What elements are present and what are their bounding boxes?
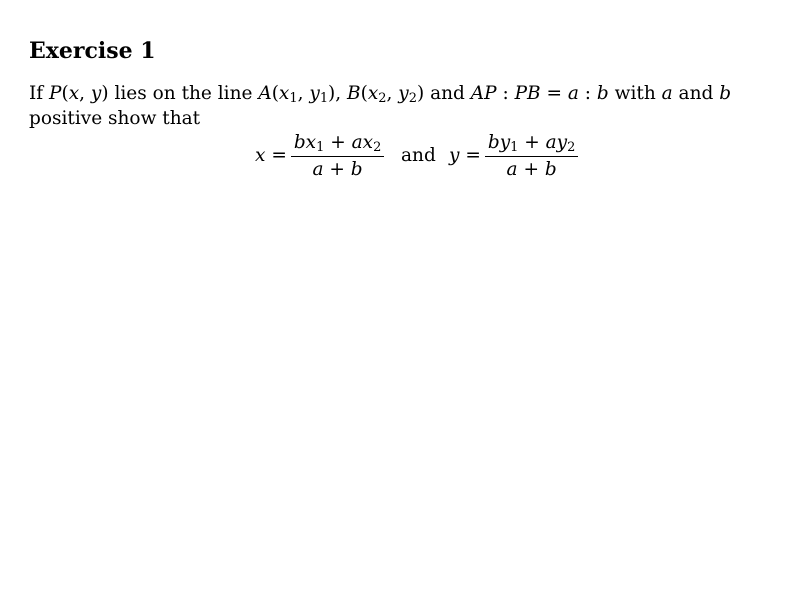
var-a: a [312,158,324,180]
numerator [485,132,579,157]
var-x: x [68,83,80,104]
fraction [485,132,579,181]
var-b: b [719,83,732,104]
statement-text: positive show that [29,108,201,129]
statement-text: : [496,83,515,104]
point-p: P [49,83,62,104]
statement-text: ), [328,83,348,104]
statement-text: = [540,83,568,104]
var-a: a [506,158,518,180]
subscript: 1 [289,91,298,107]
statement-text: : [578,83,597,104]
numerator [291,132,384,157]
display-equations [0,130,800,182]
statement-text: , [297,83,310,104]
formula-x [255,130,384,182]
point-a: A [258,83,272,104]
segment-pb: PB [514,83,541,104]
var-a: a [661,83,673,104]
statement-text: ( [360,83,368,104]
var-x1: x [278,83,290,104]
var-b: b [596,83,609,104]
subscript: 2 [378,91,387,107]
statement-text: and [672,83,720,104]
var-y1: y [499,131,511,153]
var-x: x [255,145,266,166]
statement-text: ( [271,83,279,104]
plus-sign: + [324,131,352,153]
plus-sign: + [517,158,545,180]
subscript: 1 [510,139,519,155]
var-a: a [351,131,363,153]
equals-sign: = [459,145,481,166]
var-y1: y [309,83,320,104]
var-a: a [545,131,557,153]
var-x2: x [362,131,374,153]
var-b: b [350,158,363,180]
statement-text: ( [61,83,69,104]
subscript: 2 [567,139,576,155]
statement-text: If [29,83,50,104]
var-y: y [449,145,460,166]
plus-sign: + [518,131,546,153]
var-x2: x [367,83,379,104]
subscript: 1 [319,91,329,107]
statement-text: with [608,83,662,104]
statement-text: , [79,83,91,104]
statement-text: ) and [416,83,471,104]
conjunction-and: and [401,145,436,166]
subscript: 2 [408,91,417,107]
segment-ap: AP [470,83,497,104]
formula-x-lhs [255,130,291,182]
denominator [507,157,557,181]
var-b: b [487,131,500,153]
var-y2: y [556,131,568,153]
plus-sign: + [323,158,351,180]
exercise-title: Exercise 1 [29,38,156,64]
exercise-statement [29,81,774,131]
var-x1: x [305,131,317,153]
var-y: y [90,83,102,104]
statement-text: ) lies on the line [101,83,259,104]
subscript: 2 [373,139,382,155]
formula-y [449,130,578,182]
fraction [291,132,384,181]
var-b: b [293,131,306,153]
subscript: 1 [316,139,325,155]
point-b: B [347,83,361,104]
equals-sign: = [265,145,287,166]
var-a: a [567,83,579,104]
var-y2: y [398,83,409,104]
var-b: b [544,158,557,180]
statement-text: , [386,83,399,104]
denominator [313,157,363,181]
formula-y-lhs [449,130,485,182]
